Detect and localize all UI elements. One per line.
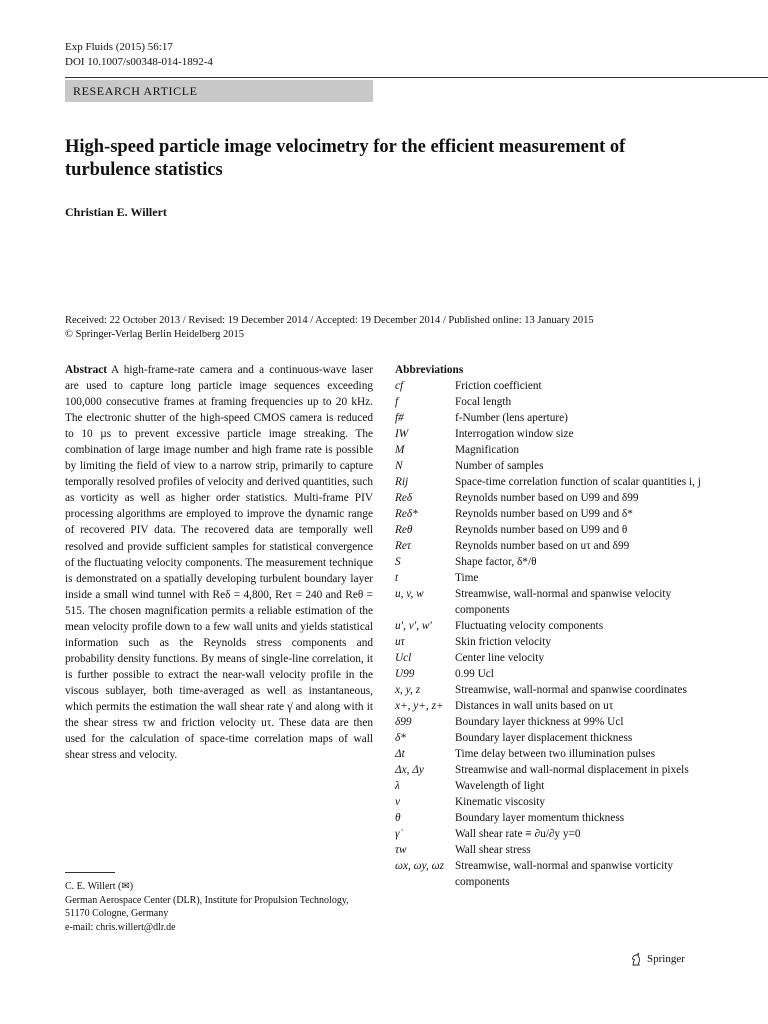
abbreviation-row [395, 394, 715, 410]
abbreviation-symbol: Δx, Δy [395, 764, 424, 776]
abbreviation-definition: 0.99 Ucl [455, 668, 494, 680]
abbreviation-definition: Streamwise, wall-normal and spanwise velocity components [455, 588, 672, 616]
abbreviation-row [395, 858, 715, 890]
abbreviation-symbol: γ̇ [395, 828, 400, 840]
abbreviation-row [395, 426, 715, 442]
abbreviation-row [395, 570, 715, 586]
abbreviation-definition: Space-time correlation function of scalar quantities i, j [455, 476, 701, 488]
abbreviation-definition: Interrogation window size [455, 428, 574, 440]
abbreviation-symbol: uτ [395, 636, 405, 648]
abbreviation-symbol: t [395, 572, 399, 584]
abbreviation-symbol: IW [395, 428, 409, 440]
publisher-name: Springer [647, 953, 685, 965]
abbreviation-row [395, 586, 715, 618]
abbreviation-definition: Magnification [455, 444, 519, 456]
abbreviation-symbol: τw [395, 844, 407, 856]
abbreviation-symbol: u′, v′, w′ [395, 620, 432, 632]
journal-reference: Exp Fluids (2015) 56:17 [65, 41, 173, 53]
abbreviation-row [395, 410, 715, 426]
abbreviation-symbol: U99 [395, 668, 415, 680]
abbreviation-symbol: Reθ [395, 524, 413, 536]
abbreviation-definition: Reynolds number based on U99 and δ99 [455, 492, 639, 504]
abbreviation-row [395, 746, 715, 762]
paper-title: High-speed particle image velocimetry for the efficient measurement of turbulence statistics [65, 137, 626, 180]
abbreviation-symbol: ν [395, 796, 401, 808]
abbreviation-row [395, 634, 715, 650]
abbreviation-symbol: S [395, 556, 401, 568]
corresponding-author: C. E. Willert (✉) [65, 881, 134, 892]
abbreviation-definition: Reynolds number based on U99 and δ* [455, 508, 633, 520]
abbreviation-row [395, 794, 715, 810]
header-rule [65, 77, 768, 78]
author-name: Christian E. Willert [65, 205, 167, 219]
doi[interactable]: DOI 10.1007/s00348-014-1892-4 [65, 56, 213, 68]
institution: German Aerospace Center (DLR), Institute for Propulsion Technology, 51170 Cologne, Germany [65, 894, 349, 919]
copyright-line: © Springer-Verlag Berlin Heidelberg 2015 [65, 329, 245, 340]
abstract [65, 362, 373, 763]
abbreviation-definition: Boundary layer displacement thickness [455, 732, 633, 744]
abbreviation-symbol: δ99 [395, 716, 412, 728]
abbreviation-definition: Distances in wall units based on uτ [455, 700, 614, 712]
affiliation-rule [65, 872, 115, 873]
abbreviation-definition: Boundary layer momentum thickness [455, 812, 625, 824]
abbreviation-definition: Wall shear rate ≡ ∂u/∂y y=0 [455, 828, 581, 840]
abbreviation-row [395, 778, 715, 794]
abbreviation-row [395, 730, 715, 746]
publication-dates: Received: 22 October 2013 / Revised: 19 December 2014 / Accepted: 19 December 2014 / Published online: 13 January 2015 [65, 315, 594, 326]
abbreviation-definition: Kinematic viscosity [455, 796, 546, 808]
abbreviation-row [395, 538, 715, 554]
abbreviation-row [395, 666, 715, 682]
abbreviation-definition: Wall shear stress [455, 844, 531, 856]
abbreviation-row [395, 474, 715, 490]
abbreviation-symbol: N [395, 460, 403, 472]
abbreviation-row [395, 714, 715, 730]
abbreviation-definition: Shape factor, δ*/θ [455, 556, 537, 568]
abbreviation-definition: Streamwise and wall-normal displacement in pixels [455, 764, 689, 776]
abbreviation-symbol: ωx, ωy, ωz [395, 860, 445, 872]
abbreviation-row [395, 762, 715, 778]
abbreviation-symbol: x+, y+, z+ [395, 700, 444, 712]
abbreviation-symbol: Ucl [395, 652, 412, 664]
abbreviation-definition: Friction coefficient [455, 380, 542, 392]
abbreviation-row [395, 618, 715, 634]
affiliation [65, 880, 373, 934]
abbreviation-row [395, 442, 715, 458]
abbreviations-list [395, 362, 715, 890]
abbreviations-heading: Abbreviations [395, 364, 464, 376]
abbreviation-definition: Time delay between two illumination pulses [455, 748, 656, 760]
springer-knight-icon [630, 952, 642, 966]
abbreviation-rows [395, 378, 715, 890]
article-type-badge: RESEARCH ARTICLE [65, 80, 373, 102]
abbreviation-definition: Number of samples [455, 460, 544, 472]
abbreviation-definition: Wavelength of light [455, 780, 545, 792]
abbreviation-symbol: Δt [395, 748, 405, 760]
abbreviation-definition: Streamwise, wall-normal and spanwise coordinates [455, 684, 687, 696]
abstract-text: A high-frame-rate camera and a continuous-wave laser are used to capture long particle image sequences exceeding 100,000 consecutive frames at framing frequencies up to 20 kHz. The electronic shutter of the high-speed CMOS camera is reduced to 10 µs to prevent excessive particle image streaking. The combination of large image number and high frame rate is possible by limiting the field of view to a narrow strip, primarily to capture temporally resolved profiles of velocity and derived quantities, such as vorticity as well as higher order statistics. Multi-frame PIV processing algorithms are employed to improve the dynamic range of recovered PIV data. The recovered data are temporally well resolved and provide sufficient samples for statistical convergence of the fluctuating velocity components. The measurement technique is demonstrated on a spatially developing turbulent boundary layer inside a small wind tunnel with Reδ = 4,800, Reτ = 240 and Reθ = 515. The chosen magnification permits a reliable estimation of the mean velocity profile down to a few wall units and yields statistical information such as the Reynolds stress components and probability density functions. By means of single-line correlation, it is further possible to extract the near-wall velocity profile in the viscous sublayer, both time-averaged as well as instantaneous, which permits the estimation the wall shear rate γ̇ and along with it the shear stress τw and friction velocity uτ. These data are then used for the calculation of space-time correlation maps of wall shear stress and velocity. [65, 364, 373, 762]
abbreviation-row [395, 682, 715, 698]
abbreviation-symbol: Reτ [395, 540, 411, 552]
abbreviation-row [395, 554, 715, 570]
abbreviation-symbol: M [395, 444, 405, 456]
abbreviation-definition: Center line velocity [455, 652, 545, 664]
abbreviation-definition: Streamwise, wall-normal and spanwise vorticity components [455, 860, 674, 888]
abbreviation-row [395, 490, 715, 506]
abbreviation-row [395, 698, 715, 714]
abbreviation-definition: Focal length [455, 396, 512, 408]
abbreviation-symbol: Reδ* [395, 508, 418, 520]
publisher-footer [630, 952, 685, 966]
abstract-heading: Abstract [65, 364, 108, 376]
journal-header [65, 40, 213, 70]
abbreviation-symbol: f [395, 396, 399, 408]
abbreviation-definition: Time [455, 572, 479, 584]
abbreviation-symbol: cf [395, 380, 404, 392]
abbreviation-symbol: Reδ [395, 492, 413, 504]
abbreviation-row [395, 522, 715, 538]
abbreviation-definition: Fluctuating velocity components [455, 620, 604, 632]
abbreviation-definition: Reynolds number based on uτ and δ99 [455, 540, 630, 552]
abbreviation-symbol: x, y, z [395, 684, 421, 696]
abbreviation-symbol: θ [395, 812, 401, 824]
abbreviation-definition: f-Number (lens aperture) [455, 412, 568, 424]
abbreviation-row [395, 842, 715, 858]
author-email[interactable]: e-mail: chris.willert@dlr.de [65, 921, 176, 933]
abbreviation-symbol: Rij [395, 476, 409, 488]
abbreviation-symbol: u, v, w [395, 588, 424, 600]
abbreviation-symbol: f# [395, 412, 404, 424]
abbreviation-row [395, 826, 715, 842]
abbreviation-row [395, 506, 715, 522]
abbreviation-row [395, 378, 715, 394]
abbreviation-row [395, 810, 715, 826]
publication-history [65, 314, 594, 342]
abbreviation-row [395, 458, 715, 474]
abbreviation-symbol: λ [395, 780, 400, 792]
abbreviation-row [395, 650, 715, 666]
abbreviation-definition: Skin friction velocity [455, 636, 552, 648]
abbreviation-definition: Reynolds number based on U99 and θ [455, 524, 628, 536]
abbreviation-symbol: δ* [395, 732, 406, 744]
abbreviation-definition: Boundary layer thickness at 99% Ucl [455, 716, 624, 728]
